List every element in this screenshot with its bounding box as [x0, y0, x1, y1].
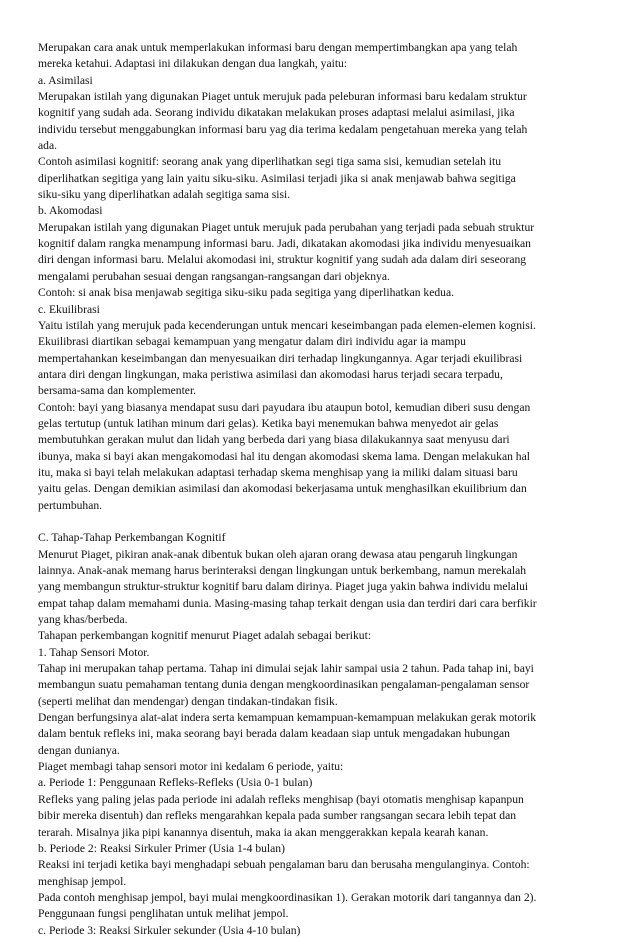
text-line: c. Periode 3: Reaksi Sirkuler sekunder (Usia 4-10 bulan): [38, 923, 301, 937]
text-line: Yaitu istilah yang merujuk pada kecenderungan untuk mencari keseimbangan pada elemen-elemen kognisi.: [38, 318, 536, 332]
paragraph: [38, 645, 604, 661]
paragraph: [38, 400, 604, 514]
text-line: Menurut Piaget, pikiran anak-anak dibentuk bukan oleh ajaran orang dewasa atau pengaruh lingkungan: [38, 547, 518, 561]
text-line: c. Ekuilibrasi: [38, 302, 100, 316]
text-line: Merupakan istilah yang digunakan Piaget untuk merujuk pada perubahan yang terjadi pada sebuah struktur: [38, 220, 535, 234]
paragraph: [38, 203, 604, 219]
text-line: mereka ketahui. Adaptasi ini dilakukan dengan dua langkah, yaitu:: [38, 57, 348, 71]
text-line: b. Akomodasi: [38, 204, 103, 218]
text-line: C. Tahap-Tahap Perkembangan Kognitif: [38, 531, 226, 545]
text-line: empat tahap dalam memahami dunia. Masing-masing tahap terkait dengan usia dan terdiri dari cara berfikir: [38, 596, 537, 610]
text-line: membutuhkan gerakan mulut dan lidah yang berbeda dari yang biasa dilakukannya saat menyusu dari: [38, 433, 510, 447]
text-line: bibir mereka disentuh) dan refleks mengarahkan kepala pada sumber rangsangan secara lebih tepat dan: [38, 809, 517, 823]
text-line: Tahap ini merupakan tahap pertama. Tahap ini dimulai sejak lahir sampai usia 2 tahun. Pada tahap ini, bayi: [38, 662, 534, 676]
text-line: Penggunaan fungsi penglihatan untuk melihat jempol.: [38, 907, 289, 921]
text-line: gelas tertutup (untuk latihan minum dari gelas). Ketika bayi menemukan bahwa menyedot air gelas: [38, 416, 499, 430]
text-line: ada.: [38, 139, 57, 153]
paragraph: [38, 628, 604, 644]
paragraph: [38, 89, 604, 154]
text-line: bersama-sama dan komplementer.: [38, 384, 197, 398]
text-line: dengan dunianya.: [38, 743, 120, 757]
text-line: Ekuilibrasi diartikan sebagai kemampuan yang mengatur dalam diri individu agar ia mampu: [38, 335, 466, 349]
paragraph: [38, 318, 604, 400]
text-line: Refleks yang paling jelas pada periode ini adalah refleks menghisap (bayi otomatis menghisap kapanpun: [38, 792, 524, 806]
paragraph: [38, 775, 604, 791]
text-line: yang membangun struktur-struktur kognitif baru dalam dirinya. Piaget juga yakin bahwa individu melalui: [38, 580, 529, 594]
paragraph: [38, 547, 604, 629]
text-line: Contoh asimilasi kognitif: seorang anak yang diperlihatkan segi tiga sama sisi, kemudian setelah itu: [38, 155, 502, 169]
text-line: a. Periode 1: Penggunaan Refleks-Refleks (Usia 0-1 bulan): [38, 776, 313, 790]
paragraph: [38, 154, 604, 203]
text-line: Contoh: si anak bisa menjawab segitiga siku-siku pada segitiga yang diperlihatkan kedua.: [38, 286, 454, 300]
text-line: yang khas/berbeda.: [38, 613, 128, 627]
text-line: mempertahankan keseimbangan dan menyesuaikan diri terhadap lingkungannya. Agar terjadi ekuilibrasi: [38, 351, 523, 365]
text-line: kognitif dalam rangka menampung informasi baru. Jadi, dikatakan akomodasi jika individu menyesuaikan: [38, 237, 531, 251]
text-line: Tahapan perkembangan kognitif menurut Piaget adalah sebagai berikut:: [38, 629, 372, 643]
text-line: Merupakan istilah yang digunakan Piaget untuk merujuk pada peleburan informasi baru kedalam struktur: [38, 90, 527, 104]
paragraph: [38, 841, 604, 857]
text-line: itu, maka si bayi telah melakukan adaptasi terhadap skema menghisap yang ia miliki dalam situasi baru: [38, 465, 518, 479]
paragraph: [38, 40, 604, 73]
paragraph: [38, 710, 604, 759]
paragraph: [38, 302, 604, 318]
text-line: membangun suatu pemahaman tentang dunia dengan mengkoordinasikan pengalaman-pengalaman sensor: [38, 678, 530, 692]
text-line: lainnya. Anak-anak memang harus berinteraksi dengan lingkungan untuk berkembang, namun merekalah: [38, 564, 527, 577]
text-line: pertumbuhan.: [38, 498, 103, 512]
text-line: Pada contoh menghisap jempol, bayi mulai mengkoordinasikan 1). Gerakan motorik dari tangannya dan 2).: [38, 890, 537, 904]
text-line: Dengan berfungsinya alat-alat indera serta kemampuan kemampuan-kemampuan melakukan gerak motorik: [38, 711, 537, 725]
paragraph: [38, 890, 604, 923]
text-line: Merupakan cara anak untuk memperlakukan informasi baru dengan mempertimbangkan apa yang telah: [38, 41, 518, 54]
paragraph: [38, 530, 604, 546]
text-line: antara diri dengan lingkungan, maka peristiwa asimilasi dan akomodasi harus terjadi secara terpadu,: [38, 367, 503, 381]
text-line: individu tersebut menggabungkan informasi baru yag dia terima kedalam pengetahuan mereka yang telah: [38, 122, 528, 136]
text-line: kognitif yang sudah ada. Seorang individu dikatakan melakukan proses adaptasi melalui asimilasi, jika: [38, 106, 515, 120]
text-line: Contoh: bayi yang biasanya mendapat susu dari payudara ibu ataupun botol, kemudian diberi susu dengan: [38, 400, 531, 414]
text-line: Reaksi ini terjadi ketika bayi menghadapi sebuah pengalaman baru dan berusaha mengulanginya. Contoh:: [38, 858, 530, 872]
text-line: b. Periode 2: Reaksi Sirkuler Primer (Usia 1-4 bulan): [38, 841, 285, 855]
paragraph: [38, 792, 604, 841]
paragraph: [38, 759, 604, 775]
text-line: mengalami perubahan sesuai dengan rangsangan-rangsangan dari objeknya.: [38, 269, 390, 283]
text-line: menghisap jempol.: [38, 874, 127, 888]
paragraph: [38, 73, 604, 89]
text-line: a. Asimilasi: [38, 73, 93, 87]
paragraph-gap: [38, 514, 604, 530]
text-line: diperlihatkan segitiga yang lain yaitu siku-siku. Asimilasi terjadi jika si anak menjawab bahwa segitiga: [38, 171, 516, 185]
paragraph: [38, 285, 604, 301]
text-line: diri dengan informasi baru. Melalui akomodasi ini, struktur kognitif yang sudah ada dalam diri seseorang: [38, 253, 527, 267]
paragraph: [38, 923, 604, 939]
text-line: Piaget membagi tahap sensori motor ini kedalam 6 periode, yaitu:: [38, 760, 344, 774]
text-line: yaitu gelas. Dengan demikian asimilasi dan akomodasi bekerjasama untuk menghasilkan ekuilibrium dan: [38, 482, 527, 496]
text-line: terarah. Misalnya jika pipi kanannya disentuh, maka ia akan menggerakkan kepala kearah kanan.: [38, 825, 489, 839]
text-line: (seperti melihat dan mendengar) dengan tindakan-tindakan fisik.: [38, 694, 338, 708]
paragraph: [38, 661, 604, 710]
text-line: ibunya, maka si bayi akan mengakomodasi hal itu dengan akomodasi skema lama. Dengan melakukan hal: [38, 449, 530, 463]
document-page: [38, 40, 604, 939]
text-line: siku-siku yang diperlihatkan adalah segitiga sama sisi.: [38, 188, 291, 202]
text-line: dalam bentuk refleks ini, maka seorang bayi berada dalam keadaan siap untuk mengadakan hubungan: [38, 727, 510, 741]
text-line: 1. Tahap Sensori Motor.: [38, 645, 150, 659]
paragraph: [38, 857, 604, 890]
paragraph: [38, 220, 604, 285]
